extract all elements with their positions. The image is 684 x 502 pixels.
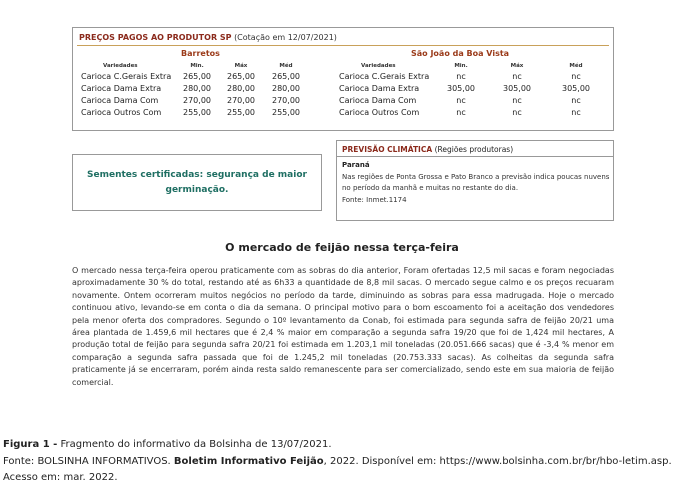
price-cell: nc (456, 107, 466, 117)
table-row (77, 94, 309, 106)
caption-source-suffix: , 2022. Disponível em: https://www.bolsinha.com.br/br/hbo-letim.asp. Acesso em: mar. 2022. (3, 455, 672, 483)
price-cell: 255,00 (272, 107, 300, 117)
column-header: Variedades (361, 62, 396, 69)
climate-source: Fonte: Inmet.1174 (342, 195, 407, 204)
climate-title: PREVISÃO CLIMÁTICA (342, 145, 433, 154)
seeds-text: Sementes certificadas: segurança de maior germinação. (87, 169, 307, 195)
region-title-barretos: Barretos (181, 49, 220, 58)
table-row (77, 82, 309, 94)
column-header: Méd (279, 62, 293, 69)
price-cell: 265,00 (272, 71, 300, 81)
climate-text: Nas regiões de Ponta Grossa e Pato Branco a previsão indica poucas nuvens no período da manhã e muitas no restante do dia. (342, 172, 610, 192)
climate-state: Paraná (342, 161, 370, 169)
column-header: Min. (454, 62, 468, 69)
price-cell: nc (571, 107, 581, 117)
column-header: Min. (190, 62, 204, 69)
figure-caption (3, 437, 681, 487)
table-row (77, 106, 309, 118)
price-cell: 270,00 (183, 95, 211, 105)
price-cell: 265,00 (227, 71, 255, 81)
prices-divider (77, 45, 609, 46)
caption-source-line (3, 454, 681, 487)
climate-panel (336, 140, 614, 221)
caption-figure-label: Figura 1 - (3, 439, 58, 450)
price-cell: 255,00 (183, 107, 211, 117)
variety-cell: Carioca C.Gerais Extra (339, 71, 430, 81)
table-row (335, 70, 607, 82)
price-cell: 270,00 (272, 95, 300, 105)
prices-subtitle: (Cotação em 12/07/2021) (234, 33, 337, 42)
price-cell: 255,00 (227, 107, 255, 117)
prices-table-barretos (77, 61, 309, 118)
article-body: O mercado nessa terça-feira operou praticamente com as sobras do dia anterior, Foram ofertadas 12,5 mil sacas e foram negociadas aproximadamente 30 % do total, restando até as 6h33 a quantidade de 8,8 mil sacas. O mercado segue calmo e os preços recuaram novamente. Ontem ocorreram muitos negócios no período da tarde, diminuindo as sobras para essa madrugada. Hoje o mercado continuou ativo, levando-se em conta o dia da semana. O principal motivo para o bom escoamento foi a aceitação dos vendedores pela menor oferta dos compradores. Segundo o 10º levantamento da Conab, foi estimada para segunda safra de feijão 20/21 uma área plantada de 1.459,6 mil hectares que é 2,4 % maior em comparação a segunda safra 19/20 que foi de 1,424 mil hectares, A produção total de feijão para segunda safra 20/21 foi estimada em 1.203,1 mil toneladas (20.051.666 sacas) que é -3,4 % menor em comparação a segunda safra passada que foi de 1.245,2 mil toneladas (20.753.333 sacas). As colheitas da segunda safra praticamente já se encerraram, porém ainda resta saldo remanescente para ser comercializado, sendo este em sua maioria de feijão comercial. (72, 266, 614, 387)
table-row (335, 82, 607, 94)
climate-divider (337, 156, 613, 157)
table-row (335, 94, 607, 106)
price-cell: nc (571, 95, 581, 105)
variety-cell: Carioca Dama Com (339, 95, 417, 105)
caption-source-prefix: Fonte: BOLSINHA INFORMATIVOS. (3, 455, 174, 467)
caption-figure-text: Fragmento do informativo da Bolsinha de 13/07/2021. (57, 439, 332, 450)
seeds-ad (72, 154, 322, 211)
price-cell: 280,00 (227, 83, 255, 93)
column-header: Variedades (103, 62, 138, 69)
column-header: Méd (569, 62, 583, 69)
caption-source-title: Boletim Informativo Feijão (173, 455, 324, 467)
variety-cell: Carioca Dama Com (81, 95, 159, 105)
climate-subtitle: (Regiões produtoras) (434, 145, 514, 154)
variety-cell: Carioca C.Gerais Extra (81, 71, 172, 81)
price-cell: 305,00 (503, 83, 531, 93)
prices-panel (72, 27, 614, 131)
region-title-sao-joao: São João da Boa Vista (411, 49, 510, 58)
table-row (335, 106, 607, 118)
prices-table-sao-joao (335, 61, 607, 118)
climate-body (342, 160, 610, 206)
caption-figure-line (3, 437, 681, 454)
price-cell: 280,00 (183, 83, 211, 93)
price-cell: nc (512, 71, 522, 81)
price-cell: 265,00 (183, 71, 211, 81)
price-cell: nc (456, 71, 466, 81)
table-header-row (335, 61, 607, 70)
variety-cell: Carioca Outros Com (339, 107, 420, 117)
price-cell: 305,00 (447, 83, 475, 93)
price-cell: nc (571, 71, 581, 81)
price-cell: nc (512, 95, 522, 105)
price-cell: 305,00 (562, 83, 590, 93)
price-cell: nc (512, 107, 522, 117)
variety-cell: Carioca Dama Extra (339, 83, 420, 93)
column-header: Máx (510, 62, 524, 69)
table-header-row (77, 61, 309, 70)
column-header: Máx (234, 62, 248, 69)
price-cell: nc (456, 95, 466, 105)
prices-header (79, 33, 337, 42)
article-title: O mercado de feijão nessa terça-feira (225, 241, 459, 254)
variety-cell: Carioca Outros Com (81, 107, 162, 117)
table-row (77, 70, 309, 82)
variety-cell: Carioca Dama Extra (81, 83, 162, 93)
price-cell: 270,00 (227, 95, 255, 105)
prices-title: PREÇOS PAGOS AO PRODUTOR SP (79, 33, 232, 42)
climate-header (342, 145, 513, 154)
price-cell: 280,00 (272, 83, 300, 93)
